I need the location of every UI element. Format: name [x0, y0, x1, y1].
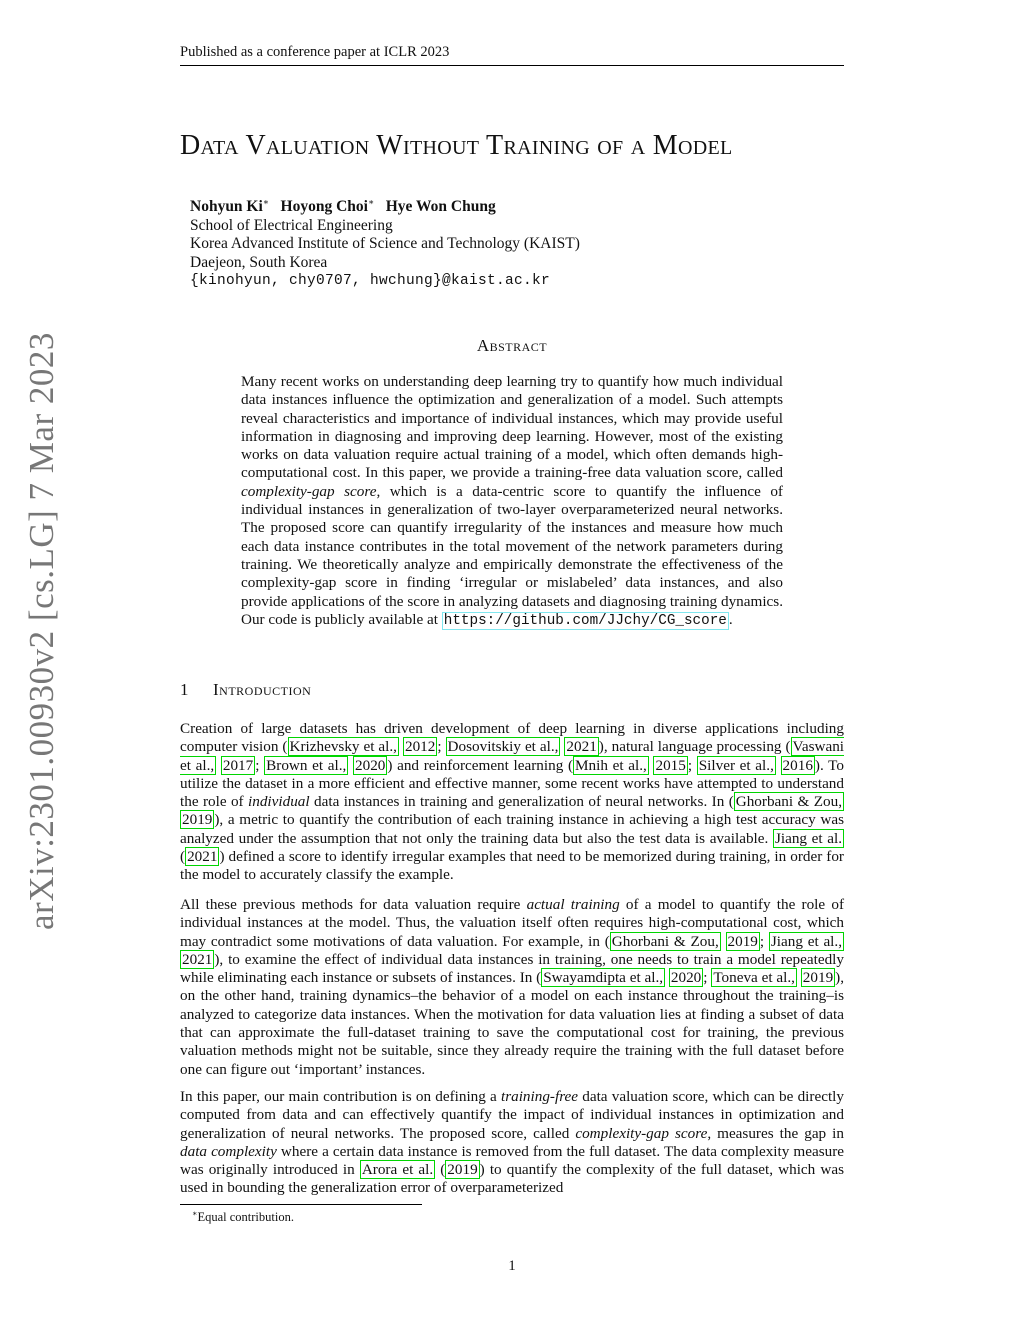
citation-link[interactable]: Dosovitskiy et al.,: [447, 738, 559, 756]
body-text: ;: [255, 756, 265, 774]
body-text: ) defined a score to identify irregular examples that need to be memorized during training, in order for the model to accurately classify the example.: [180, 848, 844, 884]
emphasis: individual: [248, 793, 310, 811]
body-text: (: [435, 1161, 446, 1179]
citation-link[interactable]: 2021: [566, 738, 597, 756]
body-text: (: [180, 848, 186, 866]
citation-link[interactable]: Ghorbani & Zou,: [611, 932, 719, 950]
paper-title: Data Valuation Without Training of a Model: [180, 130, 733, 161]
intro-paragraph-1: [180, 720, 844, 885]
citation-link[interactable]: 2019: [802, 969, 834, 987]
citation-link[interactable]: 2021: [182, 950, 213, 968]
citation-link[interactable]: Ghorbani & Zou,: [735, 793, 842, 811]
body-text: ), on the other hand, training dynamics–the behavior of a model on each instance throughout the training–is analyzed to categorize data instances. When the motivation for data valuation lies at finding a subset of data that can approximate the full-dataset training to save the computational cost for training, the previous valuation methods might not be suitable, since they already require the training with the full dataset before one can figure out ‘important’ instances.: [180, 969, 845, 1078]
author-2: Hoyong Choi: [280, 198, 368, 216]
abstract-text: Many recent works on understanding deep learning try to quantify how much individual data instances influence the optimization and generalization of a model. Such attempts reveal characteristics and importance of individual instances, which may provide useful information in diagnosing and improving deep learning. However, most of the existing works on data valuation require actual training of a model, which often demands high-computational cost. In this paper, we provide a training-free data valuation score, called: [241, 373, 783, 482]
abstract-text: , which is a data-centric score to quantify the influence of individual instances in generalization of two-layer overparameterized neural networks. The proposed score can quantify irregularity of the instances and measure how much each data instance contributes in the total movement of the network parameters during training. We theoretically analyze and empirically demonstrate the effectiveness of the complexity-gap score in finding ‘irregular or mislabeled’ data instances, and also provide applications of the score in analyzing datasets and diagnosing training dynamics. Our code is publicly available at: [241, 482, 783, 628]
section-title: Introduction: [213, 680, 312, 699]
equal-contrib-mark: ∗: [367, 197, 375, 207]
body-text: ;: [759, 932, 769, 950]
body-text: data valuation score, which can be directly computed from data and can effectively quantify the impact of individual instances in optimization and generalization of neural networks. The proposed score, called: [180, 1088, 844, 1142]
emphasis: training-free: [500, 1088, 579, 1105]
page-number: 1: [508, 1258, 516, 1274]
header-rule: [180, 65, 844, 66]
affiliation-school: School of Electrical Engineering: [190, 216, 393, 234]
code-url-link[interactable]: https://github.com/JJchy/CG_score: [443, 612, 727, 629]
body-text: [721, 933, 726, 950]
body-text: [776, 757, 781, 774]
citation-link[interactable]: 2020: [670, 969, 702, 987]
arxiv-identifier: arXiv:2301.00930v2 [cs.LG] 7 Mar 2023: [22, 332, 61, 930]
citation-link[interactable]: Krizhevsky et al.,: [289, 738, 397, 756]
abstract-body: [241, 373, 783, 630]
section-number: 1: [180, 680, 189, 699]
body-text: ), to examine the effect of individual data instances in training, one needs to train a model repeatedly while eliminating each instance or subsets of instances. In (: [180, 950, 844, 987]
citation-link[interactable]: 2012: [404, 738, 436, 756]
footnote-mark: ∗: [192, 1209, 198, 1218]
emphasis: actual training: [526, 896, 620, 913]
body-text: ), natural language processing (: [598, 738, 791, 756]
author-3: Hye Won Chung: [385, 198, 496, 216]
citation-link[interactable]: Mnih et al.,: [575, 756, 647, 774]
footnote-rule: [180, 1204, 422, 1205]
citation-link[interactable]: 2019: [727, 932, 758, 950]
abstract-emphasis: complexity-gap score: [241, 482, 377, 500]
body-text: data instances in training and generalization of neural networks. In (: [309, 793, 734, 811]
citation-link[interactable]: 2020: [355, 756, 386, 774]
body-text: All these previous methods for data valuation require: [180, 896, 527, 913]
body-text: ) to quantify the complexity of the full dataset, which was used in bounding the generalization error of overparameterized: [180, 1161, 844, 1197]
footnote: [192, 1209, 294, 1225]
equal-contrib-mark: ∗: [262, 197, 269, 207]
citation-link[interactable]: Jiang et al.,: [770, 932, 842, 950]
body-text: ;: [437, 738, 446, 756]
author-emails: {kinohyun, chy0707, hwchung}@kaist.ac.kr: [190, 273, 551, 290]
citation-link[interactable]: 2019: [182, 811, 213, 829]
body-text: ) and reinforcement learning (: [387, 756, 574, 774]
citation-link[interactable]: 2016: [782, 756, 813, 774]
body-text: ;: [687, 756, 697, 774]
abstract-heading: Abstract: [476, 336, 548, 355]
section-heading-introduction: [180, 680, 311, 700]
citation-link[interactable]: Brown et al.,: [266, 756, 347, 774]
citation-link[interactable]: Vaswani et al.,: [180, 738, 845, 774]
author-names: [190, 193, 580, 217]
citation-link[interactable]: Swayamdipta et al.,: [543, 969, 664, 987]
emphasis: complexity-gap score: [575, 1124, 708, 1142]
author-block: [190, 193, 580, 291]
intro-paragraph-3: [180, 1088, 844, 1198]
citation-link[interactable]: Silver et al.,: [698, 756, 774, 774]
citation-link[interactable]: 2017: [222, 756, 254, 774]
author-1: Nohyun Ki: [190, 198, 263, 216]
citation-link[interactable]: 2015: [655, 756, 686, 774]
body-text: of a model to quantify the role of individual instances at the model. Thus, the valuation itself often requires high-computational cost, which may contradict some motivations of data valuation. For example, in (: [180, 896, 844, 950]
citation-link[interactable]: Toneva et al.,: [713, 969, 795, 987]
intro-paragraph-2: [180, 896, 844, 1079]
affiliation-institute: Korea Advanced Institute of Science and Technology (KAIST): [190, 235, 580, 253]
body-text: , measures the gap in: [707, 1124, 844, 1142]
citation-link[interactable]: 2021: [187, 848, 218, 866]
citation-link[interactable]: Arora et al.: [361, 1161, 434, 1179]
body-text: ). To utilize the dataset in a more efficient and effective manner, some recent works have attempted to understand the role of: [180, 756, 844, 811]
citation-link[interactable]: 2019: [447, 1161, 478, 1179]
citation-link[interactable]: Jiang et al.: [774, 829, 843, 847]
affiliation-location: Daejeon, South Korea: [190, 253, 328, 271]
emphasis: data complexity: [180, 1142, 277, 1160]
body-text: ), a metric to quantify the contribution of each training instance in achieving a high test accuracy was analyzed under the assumption that not only the training data but also the test data is available.: [180, 811, 844, 847]
body-text: ;: [703, 969, 712, 987]
body-text: Creation of large datasets has driven development of deep learning in diverse applications including computer vision (: [180, 720, 844, 756]
body-text: where a certain data instance is removed from the full dataset. The data complexity measure was originally introduced in: [180, 1142, 845, 1179]
footnote-text: Equal contribution.: [197, 1210, 294, 1225]
running-header: Published as a conference paper at ICLR 2023: [180, 44, 450, 60]
abstract-end: .: [728, 610, 733, 628]
body-text: In this paper, our main contribution is on defining a: [180, 1088, 501, 1105]
